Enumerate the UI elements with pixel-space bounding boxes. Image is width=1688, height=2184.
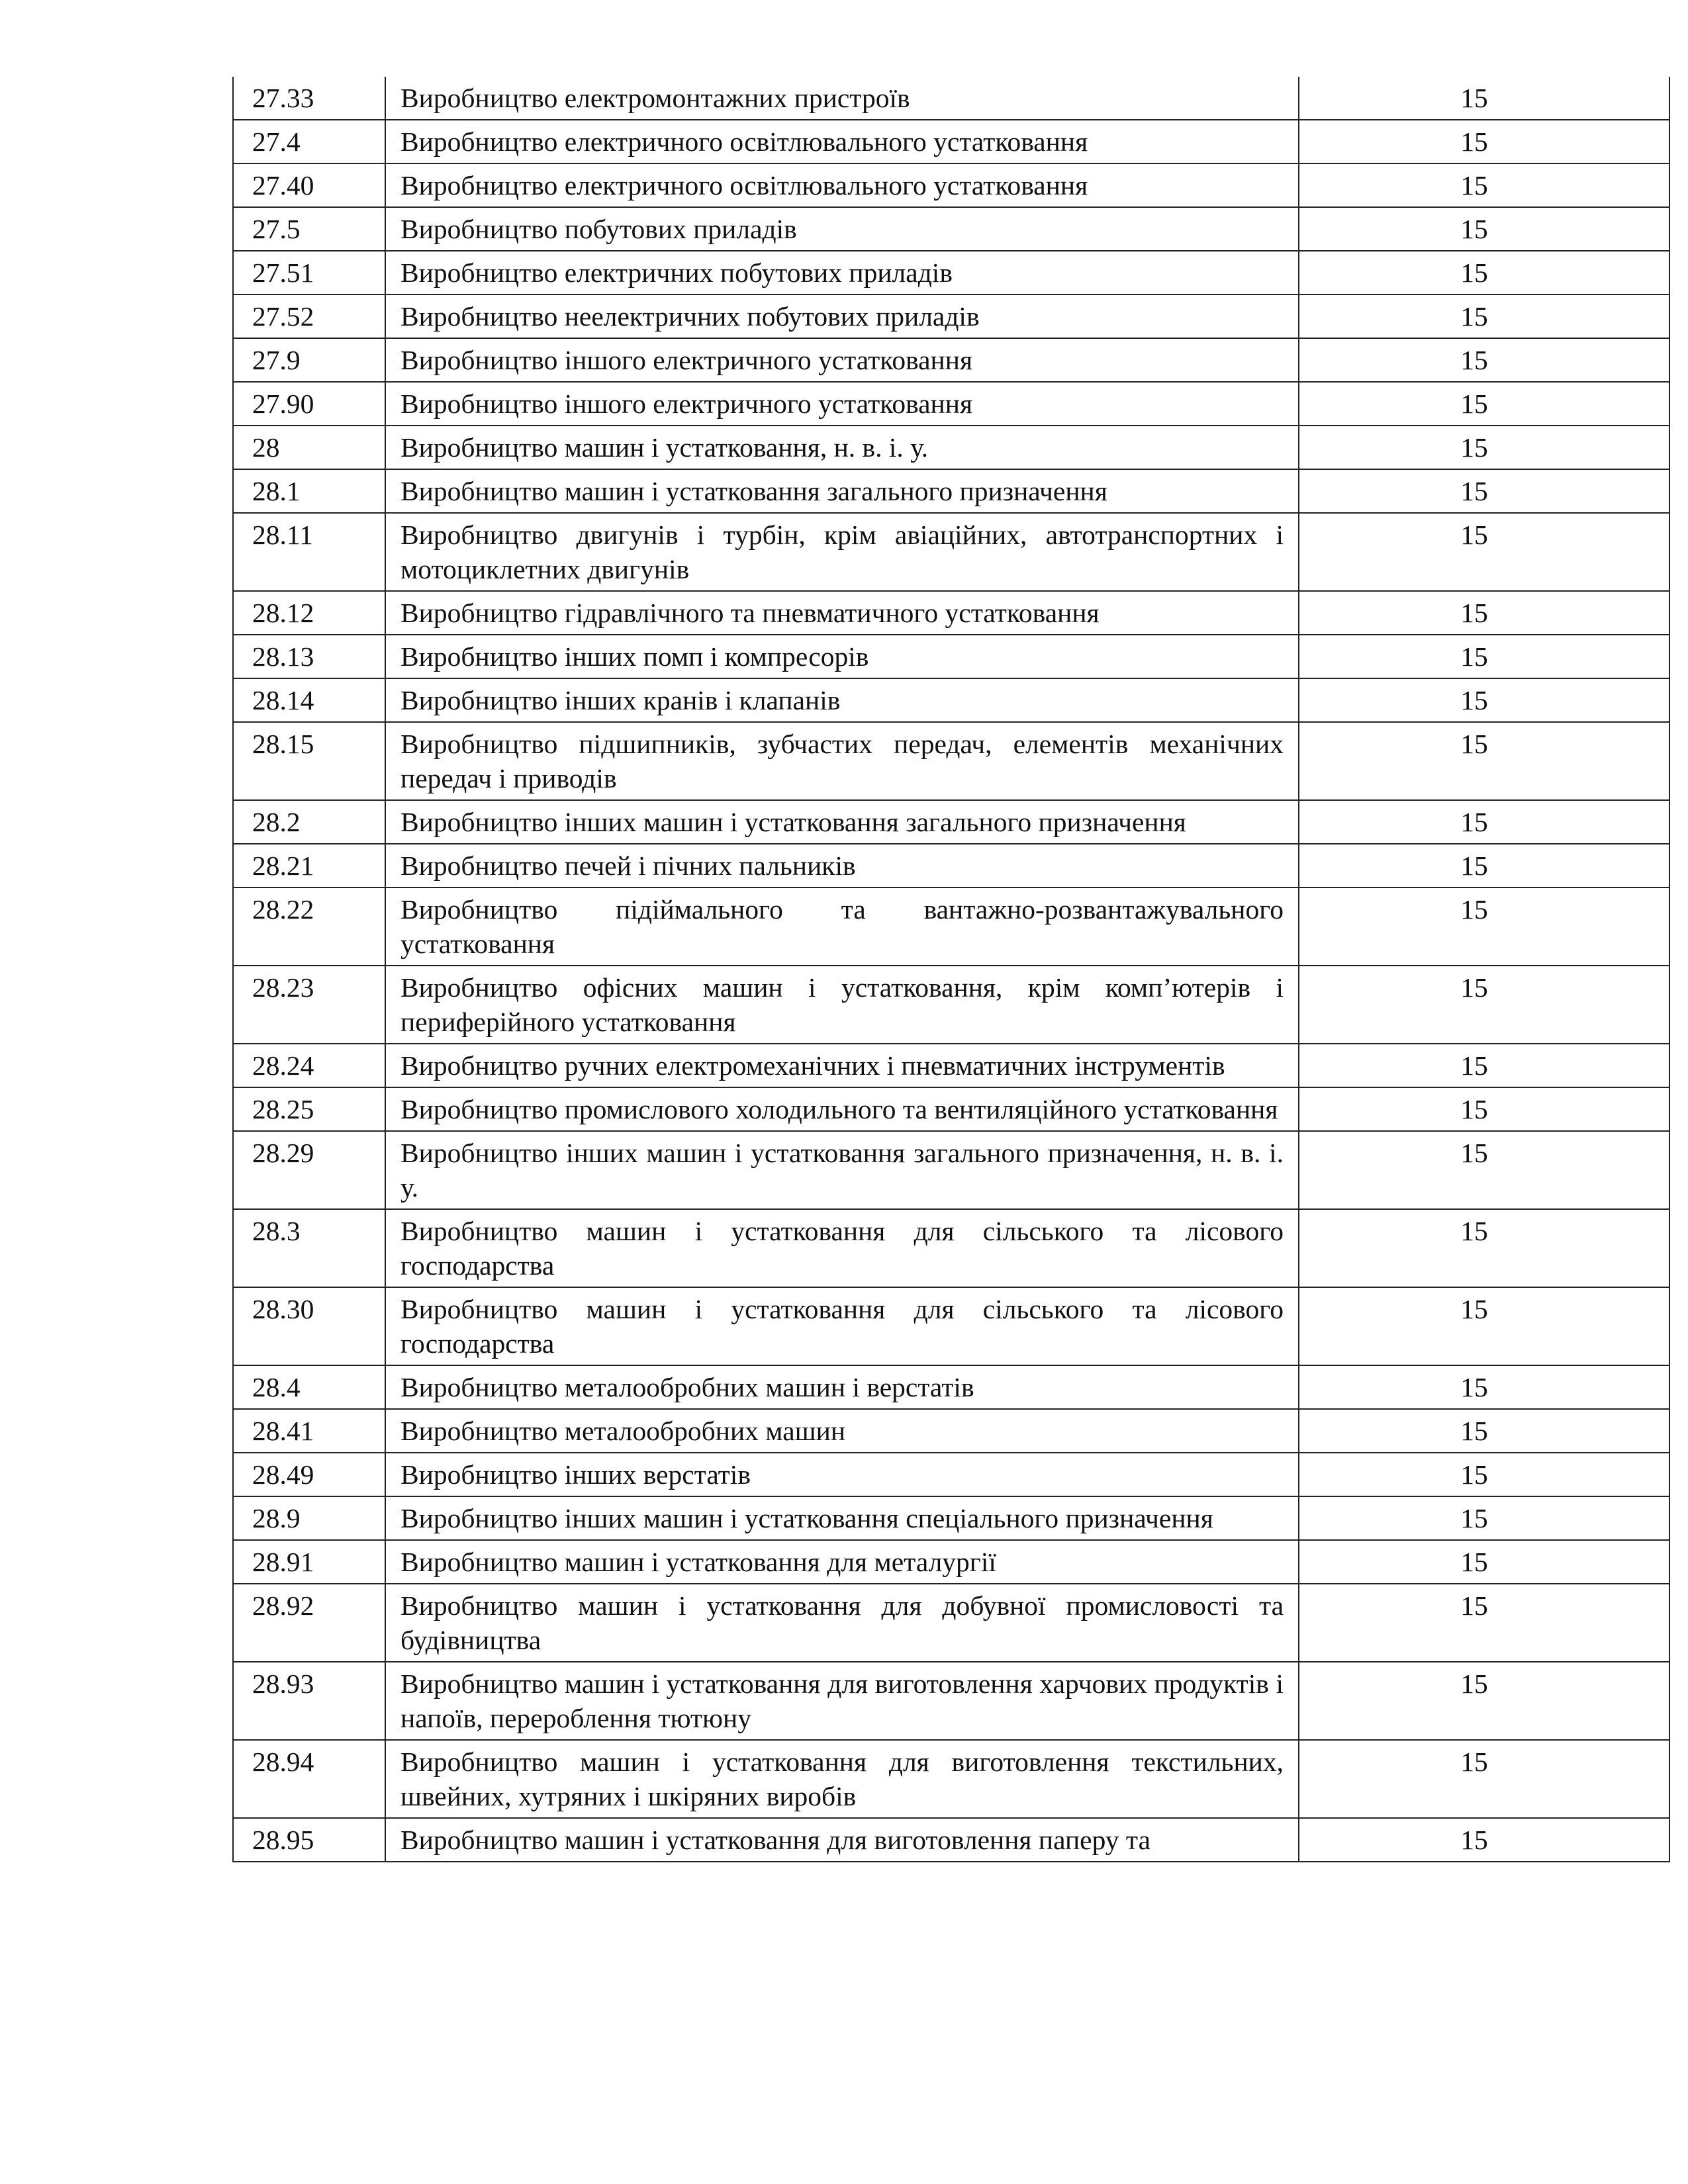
value-cell: 15 xyxy=(1299,1209,1669,1287)
activity-description-cell: Виробництво іншого електричного устатковання xyxy=(385,338,1299,382)
table-row xyxy=(233,591,1669,635)
activity-description-cell: Виробництво машин і устатковання для металургії xyxy=(385,1540,1299,1584)
value-cell: 15 xyxy=(1299,887,1669,966)
activity-code-cell: 28.4 xyxy=(233,1365,385,1409)
value-cell: 15 xyxy=(1299,120,1669,163)
table-row xyxy=(233,251,1669,295)
activity-description-cell: Виробництво електричного освітлювального устатковання xyxy=(385,120,1299,163)
activity-code-cell: 27.52 xyxy=(233,295,385,338)
activity-description-cell: Виробництво машин і устатковання, н. в. і. у. xyxy=(385,426,1299,469)
table-row xyxy=(233,1453,1669,1496)
table-row xyxy=(233,120,1669,163)
table-row xyxy=(233,722,1669,800)
activity-description-cell: Виробництво машин і устатковання загального призначення xyxy=(385,469,1299,513)
table-row xyxy=(233,426,1669,469)
activity-code-cell: 28.91 xyxy=(233,1540,385,1584)
table-row xyxy=(233,338,1669,382)
value-cell: 15 xyxy=(1299,1453,1669,1496)
activity-description-cell: Виробництво інших верстатів xyxy=(385,1453,1299,1496)
activity-description-cell: Виробництво інших машин і устатковання загального призначення xyxy=(385,800,1299,844)
activity-code-cell: 27.90 xyxy=(233,382,385,426)
activity-code-cell: 27.9 xyxy=(233,338,385,382)
activity-code-cell: 28.25 xyxy=(233,1087,385,1131)
activity-description-cell: Виробництво машин і устатковання для сільського та лісового господарства xyxy=(385,1209,1299,1287)
value-cell: 15 xyxy=(1299,678,1669,722)
value-cell: 15 xyxy=(1299,382,1669,426)
value-cell: 15 xyxy=(1299,1365,1669,1409)
activity-description-cell: Виробництво інших машин і устатковання загального призначення, н. в. і. у. xyxy=(385,1131,1299,1209)
activity-code-cell: 28.9 xyxy=(233,1496,385,1540)
value-cell: 15 xyxy=(1299,844,1669,887)
activity-code-cell: 28.41 xyxy=(233,1409,385,1453)
value-cell: 15 xyxy=(1299,591,1669,635)
value-cell: 15 xyxy=(1299,1740,1669,1818)
activity-code-cell: 28.93 xyxy=(233,1662,385,1740)
activity-description-cell: Виробництво іншого електричного устатковання xyxy=(385,382,1299,426)
activity-code-cell: 28.23 xyxy=(233,966,385,1044)
table-row xyxy=(233,887,1669,966)
value-cell: 15 xyxy=(1299,1496,1669,1540)
table-row xyxy=(233,1287,1669,1365)
table-row xyxy=(233,678,1669,722)
activity-code-cell: 28.15 xyxy=(233,722,385,800)
value-cell: 15 xyxy=(1299,251,1669,295)
table-row xyxy=(233,1365,1669,1409)
activity-description-cell: Виробництво промислового холодильного та вентиляційного устатковання xyxy=(385,1087,1299,1131)
activity-description-cell: Виробництво неелектричних побутових приладів xyxy=(385,295,1299,338)
table-row xyxy=(233,163,1669,207)
value-cell: 15 xyxy=(1299,77,1669,120)
table-row xyxy=(233,1209,1669,1287)
activity-code-cell: 28.94 xyxy=(233,1740,385,1818)
activity-description-cell: Виробництво печей і пічних пальників xyxy=(385,844,1299,887)
value-cell: 15 xyxy=(1299,1584,1669,1662)
activity-description-cell: Виробництво машин і устатковання для сільського та лісового господарства xyxy=(385,1287,1299,1365)
activity-description-cell: Виробництво двигунів і турбін, крім авіаційних, автотранспортних і мотоциклетних двигунів xyxy=(385,513,1299,591)
value-cell: 15 xyxy=(1299,1818,1669,1862)
value-cell: 15 xyxy=(1299,966,1669,1044)
activity-code-cell: 28.30 xyxy=(233,1287,385,1365)
value-cell: 15 xyxy=(1299,1662,1669,1740)
value-cell: 15 xyxy=(1299,426,1669,469)
table-row xyxy=(233,1044,1669,1087)
value-cell: 15 xyxy=(1299,207,1669,251)
table-row xyxy=(233,469,1669,513)
table-row xyxy=(233,1409,1669,1453)
activity-description-cell: Виробництво гідравлічного та пневматичного устатковання xyxy=(385,591,1299,635)
value-cell: 15 xyxy=(1299,295,1669,338)
table-row xyxy=(233,1540,1669,1584)
activity-description-cell: Виробництво підшипників, зубчастих передач, елементів механічних передач і приводів xyxy=(385,722,1299,800)
table-row xyxy=(233,1496,1669,1540)
activity-code-cell: 28.3 xyxy=(233,1209,385,1287)
table-row xyxy=(233,844,1669,887)
table-row xyxy=(233,207,1669,251)
activity-description-cell: Виробництво машин і устатковання для добувної промисловості та будівництва xyxy=(385,1584,1299,1662)
table-row xyxy=(233,1131,1669,1209)
activity-code-cell: 27.51 xyxy=(233,251,385,295)
table-row xyxy=(233,382,1669,426)
activity-code-cell: 28.95 xyxy=(233,1818,385,1862)
table-row xyxy=(233,77,1669,120)
activity-description-cell: Виробництво електричного освітлювального устатковання xyxy=(385,163,1299,207)
activity-code-cell: 28 xyxy=(233,426,385,469)
table-row xyxy=(233,635,1669,678)
activity-code-cell: 28.14 xyxy=(233,678,385,722)
value-cell: 15 xyxy=(1299,1540,1669,1584)
value-cell: 15 xyxy=(1299,800,1669,844)
table-row xyxy=(233,800,1669,844)
value-cell: 15 xyxy=(1299,338,1669,382)
activity-description-cell: Виробництво електричних побутових приладів xyxy=(385,251,1299,295)
activity-description-cell: Виробництво інших кранів і клапанів xyxy=(385,678,1299,722)
table-row xyxy=(233,1662,1669,1740)
activity-description-cell: Виробництво електромонтажних пристроїв xyxy=(385,77,1299,120)
table-row xyxy=(233,966,1669,1044)
activity-code-cell: 28.12 xyxy=(233,591,385,635)
activity-description-cell: Виробництво машин і устатковання для виготовлення харчових продуктів і напоїв, перероблення тютюну xyxy=(385,1662,1299,1740)
value-cell: 15 xyxy=(1299,1287,1669,1365)
value-cell: 15 xyxy=(1299,635,1669,678)
table-row xyxy=(233,1818,1669,1862)
value-cell: 15 xyxy=(1299,1409,1669,1453)
table-row xyxy=(233,513,1669,591)
activity-code-cell: 28.22 xyxy=(233,887,385,966)
activity-code-cell: 27.5 xyxy=(233,207,385,251)
activity-code-cell: 28.49 xyxy=(233,1453,385,1496)
activity-code-cell: 28.11 xyxy=(233,513,385,591)
activity-code-cell: 27.4 xyxy=(233,120,385,163)
value-cell: 15 xyxy=(1299,469,1669,513)
activity-description-cell: Виробництво інших помп і компресорів xyxy=(385,635,1299,678)
value-cell: 15 xyxy=(1299,513,1669,591)
activity-code-cell: 28.2 xyxy=(233,800,385,844)
activity-description-cell: Виробництво металообробних машин xyxy=(385,1409,1299,1453)
activity-code-cell: 27.33 xyxy=(233,77,385,120)
activity-description-cell: Виробництво машин і устатковання для виготовлення паперу та xyxy=(385,1818,1299,1862)
value-cell: 15 xyxy=(1299,722,1669,800)
activity-code-cell: 27.40 xyxy=(233,163,385,207)
value-cell: 15 xyxy=(1299,1087,1669,1131)
activity-description-cell: Виробництво машин і устатковання для виготовлення текстильних, швейних, хутряних і шкіряних виробів xyxy=(385,1740,1299,1818)
activity-description-cell: Виробництво металообробних машин і верстатів xyxy=(385,1365,1299,1409)
table-row xyxy=(233,1584,1669,1662)
value-cell: 15 xyxy=(1299,1044,1669,1087)
activity-code-cell: 28.92 xyxy=(233,1584,385,1662)
activity-code-cell: 28.21 xyxy=(233,844,385,887)
activity-description-cell: Виробництво офісних машин і устатковання, крім комп’ютерів і периферійного устатковання xyxy=(385,966,1299,1044)
activity-description-cell: Виробництво інших машин і устатковання спеціального призначення xyxy=(385,1496,1299,1540)
table-row xyxy=(233,295,1669,338)
table-body xyxy=(233,77,1669,1862)
table-row xyxy=(233,1740,1669,1818)
value-cell: 15 xyxy=(1299,163,1669,207)
activity-code-cell: 28.1 xyxy=(233,469,385,513)
activity-code-cell: 28.29 xyxy=(233,1131,385,1209)
activity-description-cell: Виробництво побутових приладів xyxy=(385,207,1299,251)
activity-code-cell: 28.24 xyxy=(233,1044,385,1087)
table-row xyxy=(233,1087,1669,1131)
activity-description-cell: Виробництво підіймального та вантажно-розвантажувального устатковання xyxy=(385,887,1299,966)
activity-description-cell: Виробництво ручних електромеханічних і пневматичних інструментів xyxy=(385,1044,1299,1087)
activity-code-cell: 28.13 xyxy=(233,635,385,678)
classification-table xyxy=(232,77,1670,1862)
value-cell: 15 xyxy=(1299,1131,1669,1209)
